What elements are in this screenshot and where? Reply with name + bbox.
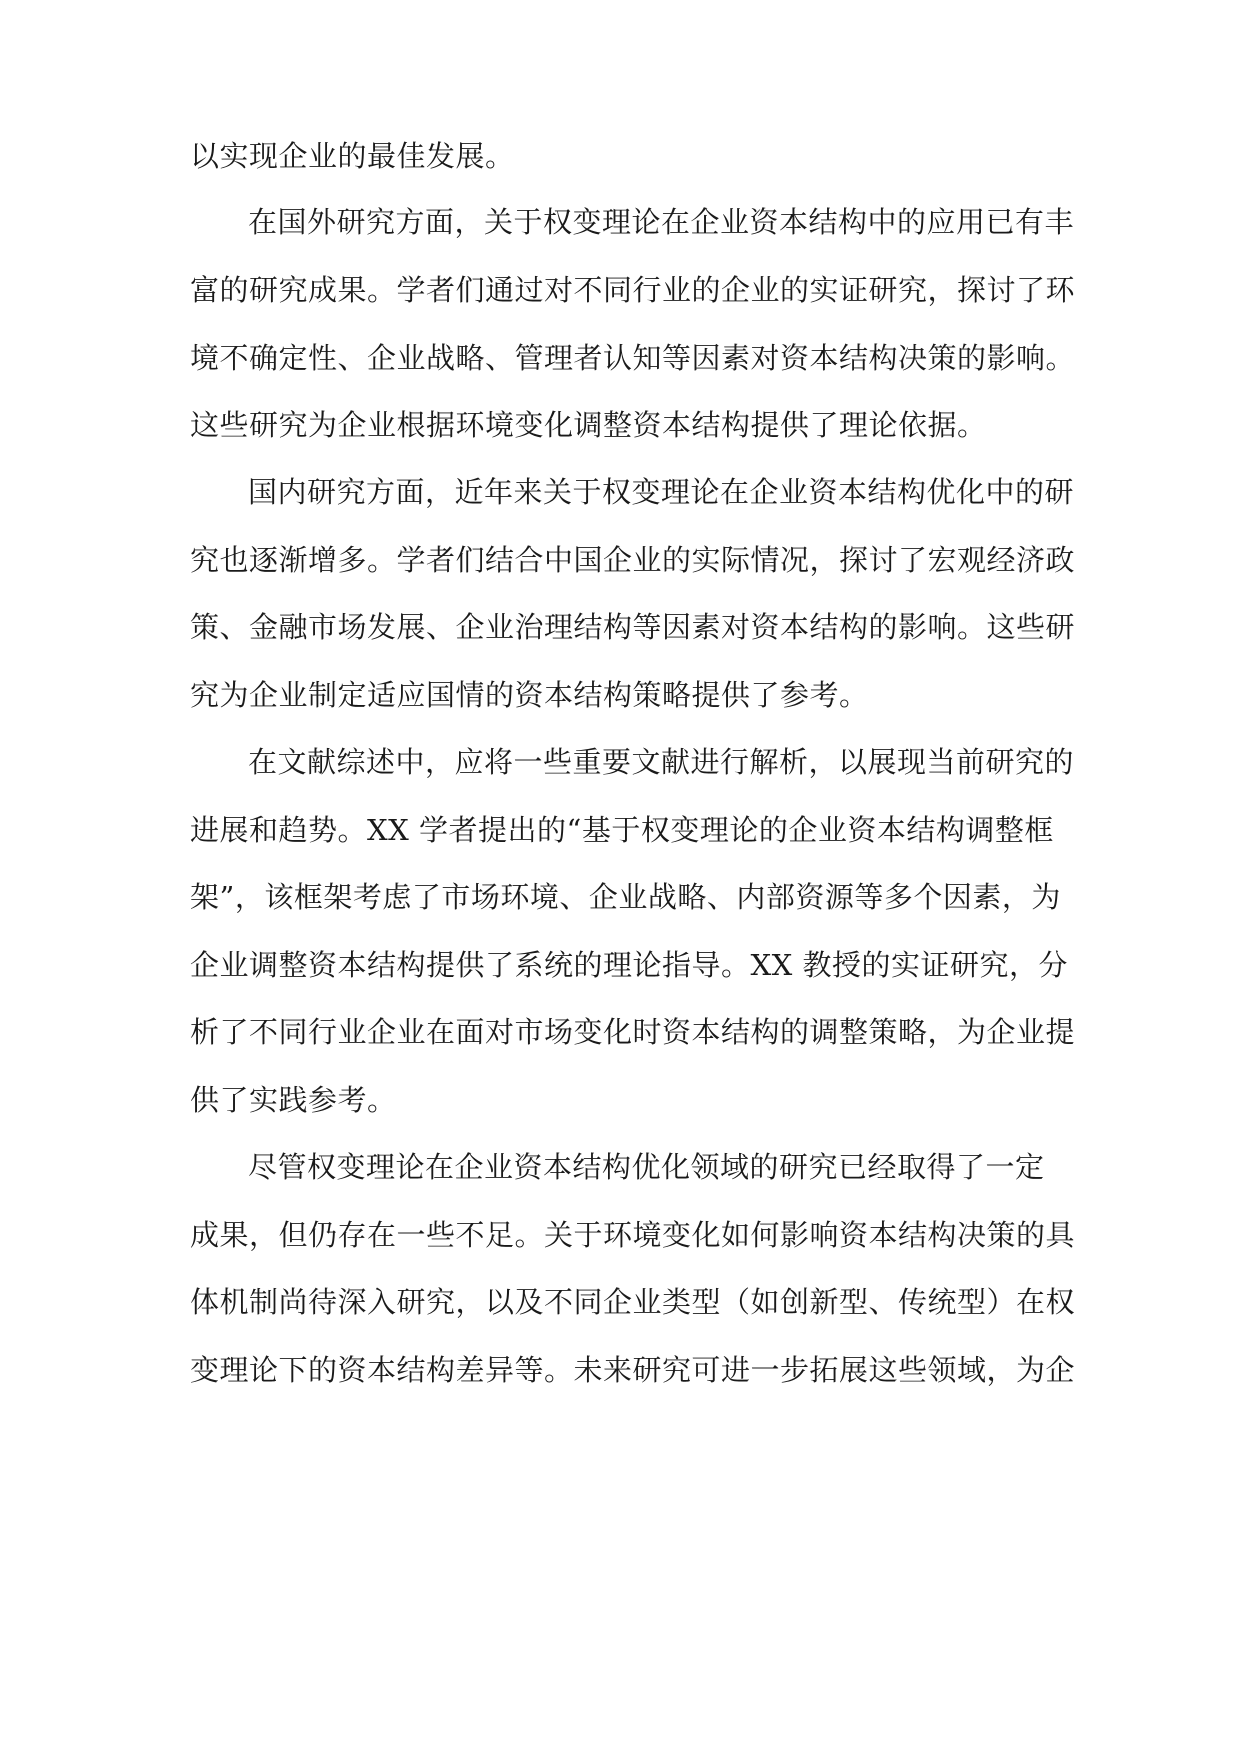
text-line: 究也逐渐增多。学者们结合中国企业的实际情况，探讨了宏观经济政 — [190, 543, 1076, 577]
text-line: 进展和趋势。XX 学者提出的“基于权变理论的企业资本结构调整框 — [190, 813, 1054, 847]
text-line: 究为企业制定适应国情的资本结构策略提供了参考。 — [190, 678, 869, 712]
text-line: 尽管权变理论在企业资本结构优化领域的研究已经取得了一定 — [248, 1150, 1045, 1184]
text-line: 变理论下的资本结构差异等。未来研究可进一步拓展这些领域，为企 — [190, 1353, 1076, 1387]
text-line: 境不确定性、企业战略、管理者认知等因素对资本结构决策的影响。 — [190, 341, 1076, 375]
text-line: 析了不同行业企业在面对市场变化时资本结构的调整策略，为企业提 — [190, 1015, 1076, 1049]
text-line: 供了实践参考。 — [190, 1083, 397, 1117]
text-line: 这些研究为企业根据环境变化调整资本结构提供了理论依据。 — [190, 408, 987, 442]
text-line: 富的研究成果。学者们通过对不同行业的企业的实证研究，探讨了环 — [190, 273, 1076, 307]
text-line: 企业调整资本结构提供了系统的理论指导。XX 教授的实证研究，分 — [190, 948, 1069, 982]
text-line: 在文献综述中，应将一些重要文献进行解析，以展现当前研究的 — [248, 745, 1075, 779]
text-line: 体机制尚待深入研究，以及不同企业类型（如创新型、传统型）在权 — [190, 1285, 1076, 1319]
text-line: 策、金融市场发展、企业治理结构等因素对资本结构的影响。这些研 — [190, 610, 1076, 644]
text-line: 成果，但仍存在一些不足。关于环境变化如何影响资本结构决策的具 — [190, 1218, 1076, 1252]
text-line: 国内研究方面，近年来关于权变理论在企业资本结构优化中的研 — [248, 475, 1075, 509]
text-line: 在国外研究方面，关于权变理论在企业资本结构中的应用已有丰 — [248, 205, 1075, 239]
text-line: 以实现企业的最佳发展。 — [190, 139, 515, 173]
text-line: 架”，该框架考虑了市场环境、企业战略、内部资源等多个因素，为 — [190, 880, 1061, 914]
